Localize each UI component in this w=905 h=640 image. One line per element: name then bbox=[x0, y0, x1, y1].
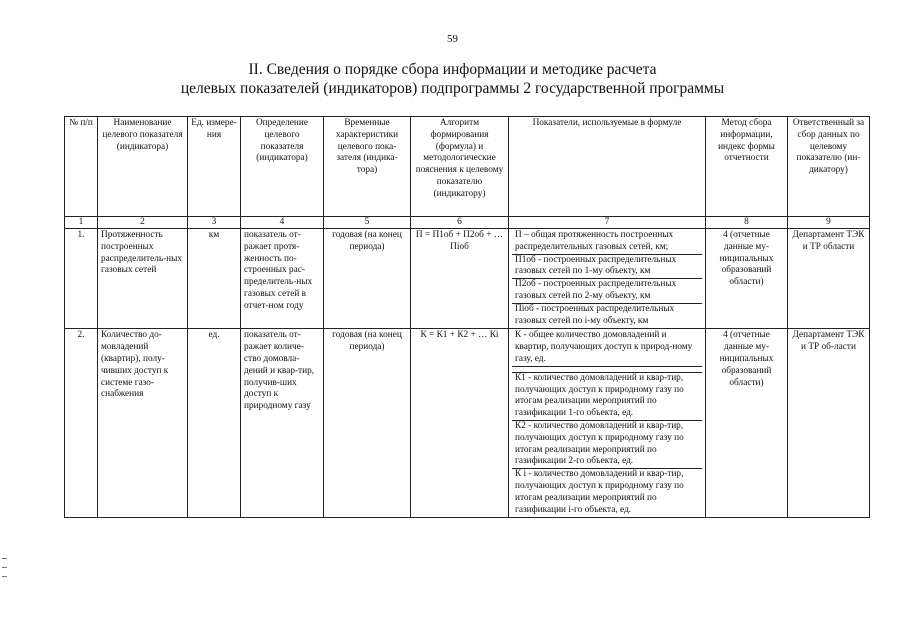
responsible-party: Департамент ТЭК и ТР об-ласти bbox=[788, 329, 870, 518]
indicator-description: Піоб - построенных распределительных газовых сетей по і-му объекту, км bbox=[515, 303, 675, 326]
title-line-1: II. Сведения о порядке сбора информации и методике расчета bbox=[248, 61, 657, 78]
header-cell: Алгоритм формирования (формула) и методологические пояснения к целевому показателю (индикатору) bbox=[411, 117, 509, 217]
table-header-row bbox=[65, 117, 870, 217]
column-number: 3 bbox=[188, 217, 241, 229]
indicator-description: К і - количество домовладений и квар-тир, получающих доступ к природному газу по итогам реализации мероприятий по газификации і-го объекта, ед. bbox=[515, 469, 684, 515]
table-row bbox=[65, 229, 870, 329]
margin-marks bbox=[2, 558, 8, 585]
margin-tick bbox=[2, 576, 7, 577]
header-cell: Временные характеристики целевого пока-зателя (индика-тора) bbox=[324, 117, 411, 217]
indicators-table bbox=[64, 116, 870, 518]
indicator-definition: показатель от-ражает количе-ство домовла-дений и квар-тир, получив-ших доступ к природному газу bbox=[241, 329, 324, 518]
collection-method: 4 (отчетные данные му-ниципальных образований области) bbox=[706, 229, 788, 329]
unit: ед. bbox=[188, 329, 241, 518]
indicator-description: К - общее количество домовладений и квартир, получающих доступ к природ-ному газу, ед. bbox=[512, 330, 702, 366]
responsible-party: Департамент ТЭК и ТР области bbox=[788, 229, 870, 329]
indicator-definition: показатель от-ражает протя-женность по-строенных рас-пределитель-ных газовых сетей в отчет-ном году bbox=[241, 229, 324, 329]
row-number: 2. bbox=[65, 329, 98, 518]
column-number: 1 bbox=[65, 217, 98, 229]
header-cell: № п/п bbox=[65, 117, 98, 217]
row-number: 1. bbox=[65, 229, 98, 329]
formula: П = П1об + П2об + …Піоб bbox=[411, 229, 509, 329]
header-cell: Ответственный за сбор данных по целевому показателю (ин-дикатору) bbox=[788, 117, 870, 217]
collection-method: 4 (отчетные данные му-ниципальных образований области) bbox=[706, 329, 788, 518]
unit: км bbox=[188, 229, 241, 329]
header-cell: Показатели, используемые в формуле bbox=[509, 117, 706, 217]
page-number: 59 bbox=[447, 33, 458, 45]
formula: К = К1 + К2 + … Кі bbox=[411, 329, 509, 518]
margin-tick bbox=[2, 567, 7, 568]
header-cell: Определение целевого показателя (индикатора) bbox=[241, 117, 324, 217]
indicator-name: Протяженность построенных распределитель-ных газовых сетей bbox=[98, 229, 188, 329]
time-characteristic: годовая (на конец периода) bbox=[324, 229, 411, 329]
indicator-description: К1 - количество домовладений и квар-тир, получающих доступ к природному газу по итогам реализации мероприятий по газификации 1-го объекта, ед. bbox=[512, 372, 702, 421]
formula-indicators bbox=[509, 229, 706, 329]
time-characteristic: годовая (на конец периода) bbox=[324, 329, 411, 518]
table-row bbox=[65, 329, 870, 518]
column-number: 8 bbox=[706, 217, 788, 229]
indicator-description: П2об - построенных распределительных газовых сетей по 2-му объекту, км bbox=[512, 279, 702, 304]
header-cell: Метод сбора информации, индекс формы отчетности bbox=[706, 117, 788, 217]
page-title bbox=[0, 60, 905, 98]
column-number: 6 bbox=[411, 217, 509, 229]
column-number: 9 bbox=[788, 217, 870, 229]
indicator-description: П1об - построенных распределительных газовых сетей по 1-му объекту, км bbox=[512, 255, 702, 280]
margin-tick bbox=[2, 558, 7, 559]
column-number: 7 bbox=[509, 217, 706, 229]
column-number: 4 bbox=[241, 217, 324, 229]
title-line-2: целевых показателей (индикаторов) подпрограммы 2 государственной программы bbox=[180, 80, 725, 97]
header-cell: Ед. измере-ния bbox=[188, 117, 241, 217]
indicator-description: П – общая протяженность построенных распределительных газовых сетей, км; bbox=[512, 230, 702, 255]
column-number: 5 bbox=[324, 217, 411, 229]
column-number: 2 bbox=[98, 217, 188, 229]
formula-indicators bbox=[509, 329, 706, 518]
column-number-row bbox=[65, 217, 870, 229]
indicator-description: К2 - количество домовладений и квар-тир, получающих доступ к природному газу по итогам реализации мероприятий по газификации 2-го объекта, ед. bbox=[512, 421, 702, 469]
indicator-name: Количество до-мовладений (квартир), полу-чивших доступ к системе газо-снабжения bbox=[98, 329, 188, 518]
header-cell: Наименование целевого показателя (индикатора) bbox=[98, 117, 188, 217]
